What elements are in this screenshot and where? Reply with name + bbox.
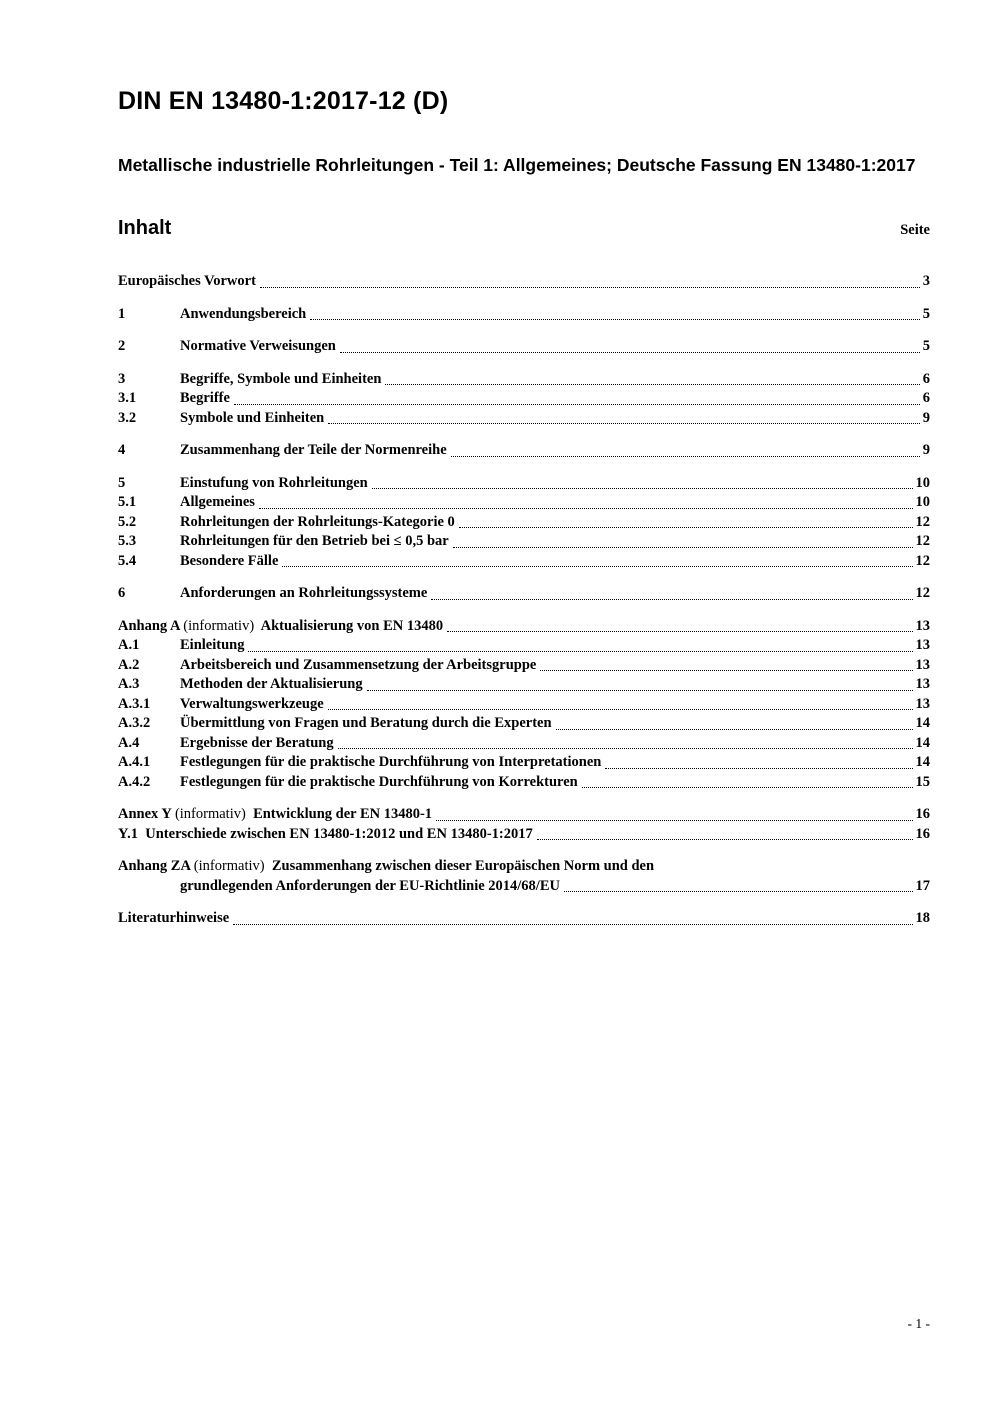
toc-entry-label: Zusammenhang der Teile der Normenreihe <box>180 442 447 458</box>
toc-entry-label: Y.1 Unterschiede zwischen EN 13480-1:2012 und EN 13480-1:2017 <box>118 825 533 842</box>
toc-entry-page: 16 <box>915 806 930 822</box>
toc-entry <box>118 734 930 754</box>
dotted-leader <box>540 670 912 671</box>
dotted-leader <box>259 508 913 509</box>
dotted-leader <box>310 319 920 320</box>
toc-entry <box>118 337 930 357</box>
toc-entry <box>118 714 930 734</box>
toc-entry-number: 3 <box>118 370 126 387</box>
toc-entry-page: 5 <box>922 305 930 322</box>
toc-entry <box>118 552 930 572</box>
dotted-leader <box>453 547 913 548</box>
toc-entry-page: 13 <box>915 617 930 634</box>
dotted-leader <box>328 709 913 710</box>
toc-entry-page: 18 <box>915 910 930 926</box>
toc-entry-label: Allgemeines <box>180 494 255 510</box>
page-number-footer: - 1 - <box>907 1316 930 1331</box>
toc-entry-label: Verwaltungswerkzeuge <box>180 695 324 712</box>
toc-entry-number: A.3.1 <box>118 695 151 712</box>
toc-entry-number: A.4 <box>118 734 140 751</box>
toc-entry-page: 13 <box>915 695 930 712</box>
dotted-leader <box>605 768 912 769</box>
toc-entry-page: 14 <box>915 754 930 770</box>
toc-entry-number: 5.4 <box>118 552 137 569</box>
dotted-leader <box>537 839 913 840</box>
dotted-leader <box>447 631 912 632</box>
toc-entry-label: Anhang ZA (informativ) Zusammenhang zwischen dieser Europäischen Norm und den <box>118 858 655 874</box>
toc-entry-label: grundlegenden Anforderungen der EU-Richtlinie 2014/68/EU <box>180 877 560 894</box>
toc-entry-page: 13 <box>915 656 930 673</box>
toc-entry <box>118 675 930 695</box>
toc-entry-number: A.4.1 <box>118 754 151 770</box>
toc-entry-page: 10 <box>915 494 930 510</box>
toc-entry <box>118 532 930 552</box>
toc-entry <box>118 805 930 825</box>
toc-entry-number: A.1 <box>118 637 140 653</box>
toc-entry-label: Begriffe <box>180 390 230 406</box>
toc-entry <box>118 370 930 390</box>
doc-title: DIN EN 13480-1:2017-12 (D) <box>118 87 449 115</box>
dotted-leader <box>233 924 912 925</box>
toc-entry-page: 12 <box>915 585 930 601</box>
toc-entry-page: 5 <box>922 338 930 354</box>
dotted-leader <box>459 527 913 528</box>
toc-entry-label: Einstufung von Rohrleitungen <box>180 474 368 491</box>
toc-entry-page: 12 <box>915 533 930 549</box>
toc-entry-number: A.3 <box>118 676 140 692</box>
toc-entry-page: 12 <box>915 552 930 569</box>
toc-entry-number: 3.1 <box>118 390 137 406</box>
toc-entry-page: 14 <box>915 734 930 751</box>
toc-entry-label: Übermittlung von Fragen und Beratung durch die Experten <box>180 715 552 731</box>
toc-entry <box>118 636 930 656</box>
toc-entry <box>118 474 930 494</box>
toc-entry <box>118 305 930 325</box>
toc-entry-page: 10 <box>915 474 930 491</box>
toc-entry-page: 9 <box>922 409 930 426</box>
toc-entry-label: Begriffe, Symbole und Einheiten <box>180 370 382 387</box>
toc-entry-page: 13 <box>915 676 930 692</box>
toc-entry-number: 5 <box>118 474 126 491</box>
toc-entry <box>118 857 930 877</box>
dotted-leader <box>234 404 920 405</box>
dotted-leader <box>340 352 920 353</box>
toc-entry <box>118 656 930 676</box>
toc-entry-label: Rohrleitungen der Rohrleitungs-Kategorie 0 <box>180 513 455 530</box>
dotted-leader <box>582 787 913 788</box>
dotted-leader <box>451 456 920 457</box>
toc-entry-label: Arbeitsbereich und Zusammensetzung der Arbeitsgruppe <box>180 656 537 673</box>
dotted-leader <box>260 287 920 288</box>
toc-entry-number: A.2 <box>118 656 140 673</box>
toc-entry-label: Literaturhinweise <box>118 910 230 926</box>
toc-entry-label: Europäisches Vorwort <box>118 273 256 289</box>
toc-entry-label: Methoden der Aktualisierung <box>180 676 363 692</box>
toc-entry-page: 14 <box>915 715 930 731</box>
toc-entry <box>118 441 930 461</box>
toc-entry-number: 2 <box>118 338 126 354</box>
toc-entry-page: 6 <box>922 390 930 406</box>
toc-entry-number: 5.2 <box>118 513 137 530</box>
toc-entry <box>118 695 930 715</box>
toc-entry-label: Einleitung <box>180 637 245 653</box>
dotted-leader <box>385 384 919 385</box>
toc-entry-page: 3 <box>922 273 930 289</box>
toc-entry-label: Anhang A (informativ) Aktualisierung von EN 13480 <box>118 617 444 634</box>
toc-entry-number: 5.3 <box>118 533 137 549</box>
toc-entry-page: 12 <box>915 513 930 530</box>
toc-entry <box>118 493 930 513</box>
toc-list <box>118 272 930 929</box>
toc-page-column-label: Seite <box>900 222 930 238</box>
toc-entry <box>118 513 930 533</box>
toc-header-row <box>118 217 930 240</box>
toc-entry-label: Rohrleitungen für den Betrieb bei ≤ 0,5 bar <box>180 533 449 549</box>
toc-entry-label: Ergebnisse der Beratung <box>180 734 334 751</box>
page-content <box>118 86 930 929</box>
toc-entry-number: 3.2 <box>118 409 137 426</box>
toc-entry-page: 13 <box>915 637 930 653</box>
toc-entry <box>118 409 930 429</box>
toc-entry-number: A.3.2 <box>118 715 151 731</box>
toc-entry <box>118 909 930 929</box>
dotted-leader <box>564 891 913 892</box>
toc-entry-number: 6 <box>118 585 126 601</box>
toc-entry-number: A.4.2 <box>118 773 151 790</box>
toc-entry-label: Anwendungsbereich <box>180 305 307 322</box>
toc-entry-number: 4 <box>118 442 126 458</box>
toc-entry <box>118 389 930 409</box>
toc-entry-page: 15 <box>915 773 930 790</box>
dotted-leader <box>338 748 913 749</box>
toc-entry-page: 16 <box>915 825 930 842</box>
dotted-leader <box>367 690 913 691</box>
toc-entry-number: 1 <box>118 305 126 322</box>
toc-entry <box>118 773 930 793</box>
toc-entry-label: Annex Y (informativ) Entwicklung der EN 13480-1 <box>118 806 433 822</box>
dotted-leader <box>556 729 913 730</box>
doc-subtitle: Metallische industrielle Rohrleitungen - Teil 1: Allgemeines; Deutsche Fassung EN 13480-1:2017 <box>118 155 916 175</box>
dotted-leader <box>328 423 920 424</box>
toc-entry-label: Symbole und Einheiten <box>180 409 325 426</box>
toc-heading: Inhalt <box>118 217 172 239</box>
toc-entry-label: Besondere Fälle <box>180 552 279 569</box>
toc-entry <box>118 877 930 897</box>
dotted-leader <box>372 488 913 489</box>
dotted-leader <box>248 651 912 652</box>
toc-entry-number: 5.1 <box>118 494 137 510</box>
toc-entry <box>118 753 930 773</box>
dotted-leader <box>436 820 912 821</box>
toc-entry-label: Normative Verweisungen <box>180 338 336 354</box>
toc-entry-label: Festlegungen für die praktische Durchführung von Interpretationen <box>180 754 602 770</box>
toc-entry-label: Anforderungen an Rohrleitungssysteme <box>180 585 428 601</box>
toc-entry <box>118 617 930 637</box>
toc-entry-page: 9 <box>922 442 930 458</box>
toc-entry-page: 6 <box>922 370 930 387</box>
toc-entry-label: Festlegungen für die praktische Durchführung von Korrekturen <box>180 773 578 790</box>
toc-entry <box>118 825 930 845</box>
toc-entry <box>118 584 930 604</box>
dotted-leader <box>431 599 912 600</box>
toc-entry-page: 17 <box>915 877 930 894</box>
dotted-leader <box>282 566 912 567</box>
toc-entry <box>118 272 930 292</box>
